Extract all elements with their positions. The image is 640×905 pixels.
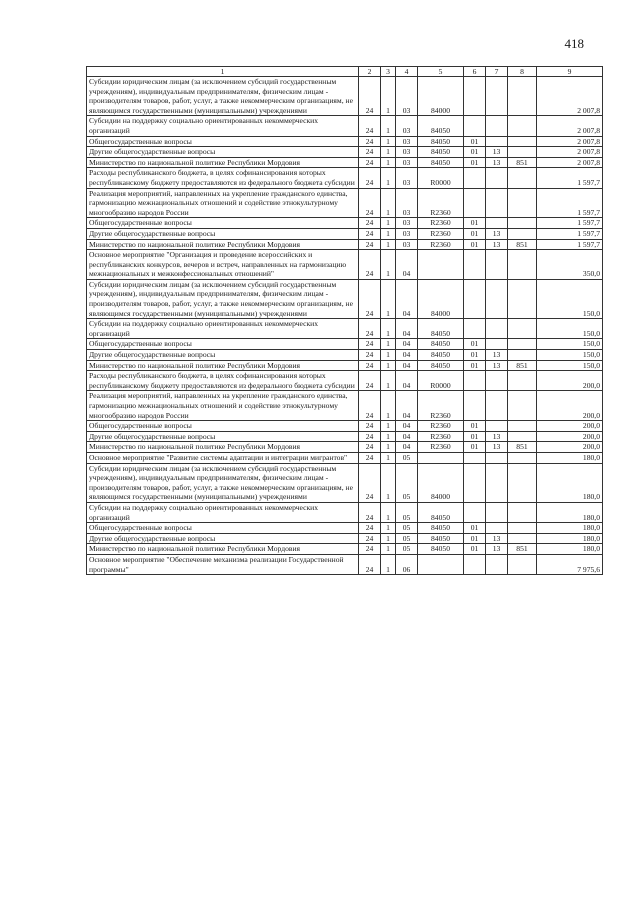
- code-cell: R2360: [418, 391, 464, 421]
- row-name-cell: Другие общегосударственные вопросы: [87, 228, 359, 239]
- code-cell: [486, 168, 508, 188]
- code-cell: 24: [359, 228, 381, 239]
- amount-cell: 180,0: [537, 533, 603, 544]
- code-cell: 84050: [418, 136, 464, 147]
- row-name-cell: Расходы республиканского бюджета, в целях софинансирования которых республиканскому бюджету предоставляются из федерального бюджета субсидии: [87, 168, 359, 188]
- row-name-cell: Министерство по национальной политике Республики Мордовия: [87, 239, 359, 250]
- amount-cell: 200,0: [537, 421, 603, 432]
- code-cell: 01: [464, 157, 486, 168]
- table-row: [87, 452, 603, 463]
- code-cell: 13: [486, 350, 508, 361]
- table-row: [87, 157, 603, 168]
- code-cell: 851: [508, 442, 537, 453]
- row-name-cell: Реализация мероприятий, направленных на укрепление гражданского единства, гармонизацию межнациональных отношений и содействие этнокультурному многообразию народов России: [87, 391, 359, 421]
- code-cell: [464, 279, 486, 318]
- row-name-cell: Расходы республиканского бюджета, в целях софинансирования которых республиканскому бюджету предоставляются из федерального бюджета субсидии: [87, 371, 359, 391]
- code-cell: [486, 339, 508, 350]
- row-name-cell: Общегосударственные вопросы: [87, 339, 359, 350]
- table-row: [87, 391, 603, 421]
- code-cell: [508, 188, 537, 218]
- code-cell: [464, 319, 486, 339]
- code-cell: 84050: [418, 523, 464, 534]
- amount-cell: 2 007,8: [537, 147, 603, 158]
- code-cell: 24: [359, 116, 381, 136]
- table-row: [87, 431, 603, 442]
- row-name-cell: Основное мероприятие "Обеспечение механизма реализации Государственной программы": [87, 554, 359, 574]
- code-cell: 1: [381, 554, 396, 574]
- amount-cell: 1 597,7: [537, 188, 603, 218]
- code-cell: [508, 168, 537, 188]
- code-cell: 851: [508, 544, 537, 555]
- row-name-cell: Другие общегосударственные вопросы: [87, 431, 359, 442]
- code-cell: [486, 463, 508, 502]
- table-row: [87, 502, 603, 522]
- code-cell: 24: [359, 279, 381, 318]
- code-cell: 24: [359, 77, 381, 116]
- row-name-cell: Другие общегосударственные вопросы: [87, 350, 359, 361]
- code-cell: 13: [486, 431, 508, 442]
- code-cell: 84050: [418, 157, 464, 168]
- code-cell: 84000: [418, 463, 464, 502]
- code-cell: 84050: [418, 533, 464, 544]
- row-name-cell: Общегосударственные вопросы: [87, 523, 359, 534]
- code-cell: 851: [508, 157, 537, 168]
- code-cell: 13: [486, 442, 508, 453]
- amount-cell: 180,0: [537, 463, 603, 502]
- code-cell: 24: [359, 168, 381, 188]
- code-cell: 01: [464, 533, 486, 544]
- code-cell: 03: [396, 116, 418, 136]
- table-row: [87, 279, 603, 318]
- table-row: [87, 250, 603, 280]
- table-row: [87, 136, 603, 147]
- row-name-cell: Министерство по национальной политике Республики Мордовия: [87, 360, 359, 371]
- code-cell: 04: [396, 391, 418, 421]
- code-cell: 1: [381, 463, 396, 502]
- code-cell: 24: [359, 502, 381, 522]
- code-cell: 01: [464, 431, 486, 442]
- code-cell: [486, 371, 508, 391]
- code-cell: 24: [359, 463, 381, 502]
- code-cell: 851: [508, 360, 537, 371]
- table-row: [87, 239, 603, 250]
- table-row: [87, 523, 603, 534]
- code-cell: [508, 391, 537, 421]
- code-cell: 01: [464, 442, 486, 453]
- code-cell: 24: [359, 360, 381, 371]
- code-cell: 24: [359, 421, 381, 432]
- code-cell: 1: [381, 250, 396, 280]
- code-cell: 1: [381, 339, 396, 350]
- amount-cell: 200,0: [537, 431, 603, 442]
- amount-cell: 350,0: [537, 250, 603, 280]
- table-row: [87, 533, 603, 544]
- row-name-cell: Субсидии юридическим лицам (за исключением субсидий государственным учреждениям), индивидуальным предпринимателям, физическим лицам - производителям товаров, работ, услуг, а также некоммерческим организациям, не являющимся государственными (муниципальными) учреждениями: [87, 463, 359, 502]
- code-cell: R2360: [418, 431, 464, 442]
- row-name-cell: Основное мероприятие "Развитие системы адаптации и интеграции мигрантов": [87, 452, 359, 463]
- code-cell: 05: [396, 463, 418, 502]
- amount-cell: 1 597,7: [537, 218, 603, 229]
- amount-cell: 180,0: [537, 452, 603, 463]
- table-row: [87, 554, 603, 574]
- code-cell: 1: [381, 360, 396, 371]
- row-name-cell: Субсидии на поддержку социально ориентированных некоммерческих организаций: [87, 502, 359, 522]
- table-row: [87, 116, 603, 136]
- code-cell: R0000: [418, 371, 464, 391]
- amount-cell: 200,0: [537, 442, 603, 453]
- code-cell: 03: [396, 136, 418, 147]
- code-cell: 04: [396, 431, 418, 442]
- code-cell: 24: [359, 442, 381, 453]
- code-cell: 03: [396, 239, 418, 250]
- amount-cell: 2 007,8: [537, 116, 603, 136]
- code-cell: 1: [381, 116, 396, 136]
- code-cell: [464, 188, 486, 218]
- code-cell: [508, 502, 537, 522]
- code-cell: [508, 421, 537, 432]
- code-cell: 1: [381, 168, 396, 188]
- table-row: [87, 442, 603, 453]
- code-cell: 13: [486, 533, 508, 544]
- code-cell: [508, 228, 537, 239]
- code-cell: [464, 116, 486, 136]
- table-row: [87, 147, 603, 158]
- code-cell: 1: [381, 391, 396, 421]
- code-cell: 1: [381, 421, 396, 432]
- code-cell: 84050: [418, 147, 464, 158]
- code-cell: 1: [381, 136, 396, 147]
- code-cell: [508, 116, 537, 136]
- amount-cell: 1 597,7: [537, 239, 603, 250]
- table-row: [87, 339, 603, 350]
- code-cell: [486, 523, 508, 534]
- amount-cell: 1 597,7: [537, 228, 603, 239]
- code-cell: [486, 279, 508, 318]
- code-cell: [508, 279, 537, 318]
- code-cell: 24: [359, 533, 381, 544]
- code-cell: 24: [359, 250, 381, 280]
- code-cell: R2360: [418, 228, 464, 239]
- code-cell: 01: [464, 136, 486, 147]
- table-row: [87, 168, 603, 188]
- code-cell: 01: [464, 339, 486, 350]
- code-cell: [464, 391, 486, 421]
- code-cell: [486, 77, 508, 116]
- header-cell: 6: [464, 67, 486, 77]
- code-cell: [508, 523, 537, 534]
- code-cell: [508, 452, 537, 463]
- amount-cell: 150,0: [537, 319, 603, 339]
- code-cell: 84050: [418, 116, 464, 136]
- code-cell: 01: [464, 523, 486, 534]
- code-cell: 05: [396, 502, 418, 522]
- code-cell: 05: [396, 533, 418, 544]
- code-cell: [464, 168, 486, 188]
- code-cell: 851: [508, 239, 537, 250]
- row-name-cell: Общегосударственные вопросы: [87, 136, 359, 147]
- code-cell: R2360: [418, 188, 464, 218]
- code-cell: 13: [486, 239, 508, 250]
- amount-cell: 1 597,7: [537, 168, 603, 188]
- header-cell: 8: [508, 67, 537, 77]
- code-cell: [508, 77, 537, 116]
- code-cell: 24: [359, 239, 381, 250]
- code-cell: 01: [464, 239, 486, 250]
- code-cell: 01: [464, 421, 486, 432]
- code-cell: 84050: [418, 339, 464, 350]
- code-cell: 03: [396, 157, 418, 168]
- row-name-cell: Другие общегосударственные вопросы: [87, 147, 359, 158]
- code-cell: 01: [464, 360, 486, 371]
- code-cell: 24: [359, 339, 381, 350]
- table-row: [87, 319, 603, 339]
- code-cell: 01: [464, 350, 486, 361]
- code-cell: [486, 218, 508, 229]
- code-cell: [508, 554, 537, 574]
- code-cell: 1: [381, 452, 396, 463]
- code-cell: 1: [381, 279, 396, 318]
- code-cell: 1: [381, 319, 396, 339]
- header-cell: 1: [87, 67, 359, 77]
- code-cell: 13: [486, 157, 508, 168]
- budget-table: [86, 66, 603, 575]
- code-cell: [486, 116, 508, 136]
- code-cell: 04: [396, 421, 418, 432]
- code-cell: 24: [359, 319, 381, 339]
- table-row: [87, 228, 603, 239]
- code-cell: 1: [381, 544, 396, 555]
- code-cell: 03: [396, 228, 418, 239]
- code-cell: R0000: [418, 168, 464, 188]
- code-cell: 04: [396, 250, 418, 280]
- code-cell: [464, 554, 486, 574]
- code-cell: [418, 250, 464, 280]
- header-cell: 7: [486, 67, 508, 77]
- code-cell: [486, 502, 508, 522]
- code-cell: 03: [396, 168, 418, 188]
- header-cell: 2: [359, 67, 381, 77]
- code-cell: 05: [396, 544, 418, 555]
- row-name-cell: Министерство по национальной политике Республики Мордовия: [87, 157, 359, 168]
- code-cell: [508, 218, 537, 229]
- code-cell: 1: [381, 147, 396, 158]
- row-name-cell: Реализация мероприятий, направленных на укрепление гражданского единства, гармонизацию межнациональных отношений и содействие этнокультурному многообразию народов России: [87, 188, 359, 218]
- code-cell: 84000: [418, 77, 464, 116]
- code-cell: 04: [396, 442, 418, 453]
- amount-cell: 2 007,8: [537, 77, 603, 116]
- code-cell: [486, 188, 508, 218]
- code-cell: 84050: [418, 502, 464, 522]
- code-cell: 03: [396, 77, 418, 116]
- code-cell: 1: [381, 533, 396, 544]
- amount-cell: 180,0: [537, 544, 603, 555]
- code-cell: 1: [381, 228, 396, 239]
- code-cell: [508, 350, 537, 361]
- code-cell: [464, 502, 486, 522]
- row-name-cell: Министерство по национальной политике Республики Мордовия: [87, 442, 359, 453]
- header-cell: 3: [381, 67, 396, 77]
- code-cell: [486, 250, 508, 280]
- code-cell: 1: [381, 371, 396, 391]
- code-cell: [508, 250, 537, 280]
- code-cell: [486, 554, 508, 574]
- code-cell: 13: [486, 544, 508, 555]
- amount-cell: 2 007,8: [537, 157, 603, 168]
- code-cell: 1: [381, 442, 396, 453]
- table-row: [87, 544, 603, 555]
- code-cell: 1: [381, 188, 396, 218]
- code-cell: [508, 147, 537, 158]
- amount-cell: 2 007,8: [537, 136, 603, 147]
- row-name-cell: Субсидии юридическим лицам (за исключением субсидий государственным учреждениям), индивидуальным предпринимателям, физическим лицам - производителям товаров, работ, услуг, а также некоммерческим организациям, не являющимся государственными (муниципальными) учреждениями: [87, 279, 359, 318]
- code-cell: 1: [381, 431, 396, 442]
- table-row: [87, 371, 603, 391]
- code-cell: 24: [359, 157, 381, 168]
- table-row: [87, 218, 603, 229]
- code-cell: 24: [359, 431, 381, 442]
- amount-cell: 150,0: [537, 279, 603, 318]
- amount-cell: 200,0: [537, 391, 603, 421]
- row-name-cell: Министерство по национальной политике Республики Мордовия: [87, 544, 359, 555]
- code-cell: 13: [486, 360, 508, 371]
- code-cell: R2360: [418, 218, 464, 229]
- header-row: [87, 67, 603, 77]
- code-cell: 03: [396, 188, 418, 218]
- code-cell: 06: [396, 554, 418, 574]
- code-cell: 04: [396, 279, 418, 318]
- page-number: 418: [564, 36, 584, 51]
- code-cell: 1: [381, 350, 396, 361]
- table-row: [87, 77, 603, 116]
- row-name-cell: Субсидии на поддержку социально ориентированных некоммерческих организаций: [87, 319, 359, 339]
- amount-cell: 180,0: [537, 523, 603, 534]
- amount-cell: 150,0: [537, 339, 603, 350]
- code-cell: 04: [396, 319, 418, 339]
- code-cell: 1: [381, 218, 396, 229]
- code-cell: 84000: [418, 279, 464, 318]
- code-cell: 01: [464, 218, 486, 229]
- code-cell: 1: [381, 157, 396, 168]
- code-cell: [486, 421, 508, 432]
- code-cell: 04: [396, 360, 418, 371]
- code-cell: 13: [486, 147, 508, 158]
- table-row: [87, 360, 603, 371]
- code-cell: 05: [396, 452, 418, 463]
- code-cell: 1: [381, 502, 396, 522]
- amount-cell: 150,0: [537, 360, 603, 371]
- header-cell: 5: [418, 67, 464, 77]
- code-cell: 03: [396, 147, 418, 158]
- code-cell: 24: [359, 452, 381, 463]
- table-row: [87, 188, 603, 218]
- table-row: [87, 421, 603, 432]
- code-cell: [508, 533, 537, 544]
- code-cell: [486, 452, 508, 463]
- code-cell: [418, 452, 464, 463]
- code-cell: 03: [396, 218, 418, 229]
- row-name-cell: Основное мероприятие "Организация и проведение всероссийских и республиканских конкурсов, вечеров и встреч, направленных на гармонизацию межнациональных и межконфессиональных отношений": [87, 250, 359, 280]
- code-cell: R2360: [418, 239, 464, 250]
- code-cell: [486, 319, 508, 339]
- row-name-cell: Другие общегосударственные вопросы: [87, 533, 359, 544]
- code-cell: 24: [359, 350, 381, 361]
- code-cell: 24: [359, 188, 381, 218]
- code-cell: 04: [396, 371, 418, 391]
- code-cell: [464, 77, 486, 116]
- code-cell: 04: [396, 350, 418, 361]
- code-cell: [464, 250, 486, 280]
- code-cell: 24: [359, 391, 381, 421]
- amount-cell: 150,0: [537, 350, 603, 361]
- code-cell: [486, 136, 508, 147]
- code-cell: [508, 136, 537, 147]
- code-cell: 04: [396, 339, 418, 350]
- code-cell: 84050: [418, 319, 464, 339]
- table-row: [87, 350, 603, 361]
- code-cell: R2360: [418, 442, 464, 453]
- code-cell: 24: [359, 218, 381, 229]
- code-cell: [464, 371, 486, 391]
- code-cell: 13: [486, 228, 508, 239]
- code-cell: 01: [464, 147, 486, 158]
- code-cell: 05: [396, 523, 418, 534]
- amount-cell: 200,0: [537, 371, 603, 391]
- code-cell: 84050: [418, 350, 464, 361]
- code-cell: 24: [359, 147, 381, 158]
- code-cell: 24: [359, 136, 381, 147]
- code-cell: 24: [359, 371, 381, 391]
- code-cell: [464, 452, 486, 463]
- code-cell: 1: [381, 239, 396, 250]
- code-cell: 01: [464, 544, 486, 555]
- code-cell: 24: [359, 523, 381, 534]
- table-row: [87, 463, 603, 502]
- code-cell: [418, 554, 464, 574]
- code-cell: 01: [464, 228, 486, 239]
- amount-cell: 7 975,6: [537, 554, 603, 574]
- code-cell: 1: [381, 523, 396, 534]
- header-cell: 4: [396, 67, 418, 77]
- header-cell: 9: [537, 67, 603, 77]
- code-cell: R2360: [418, 421, 464, 432]
- row-name-cell: Субсидии юридическим лицам (за исключением субсидий государственным учреждениям), индивидуальным предпринимателям, физическим лицам - производителям товаров, работ, услуг, а также некоммерческим организациям, не являющимся государственными (муниципальными) учреждениями: [87, 77, 359, 116]
- row-name-cell: Общегосударственные вопросы: [87, 421, 359, 432]
- code-cell: [464, 463, 486, 502]
- code-cell: 24: [359, 544, 381, 555]
- code-cell: [508, 339, 537, 350]
- code-cell: [508, 463, 537, 502]
- amount-cell: 180,0: [537, 502, 603, 522]
- row-name-cell: Общегосударственные вопросы: [87, 218, 359, 229]
- code-cell: [508, 319, 537, 339]
- code-cell: [486, 391, 508, 421]
- code-cell: 84050: [418, 544, 464, 555]
- code-cell: 24: [359, 554, 381, 574]
- code-cell: 84050: [418, 360, 464, 371]
- code-cell: [508, 431, 537, 442]
- code-cell: 1: [381, 77, 396, 116]
- code-cell: [508, 371, 537, 391]
- row-name-cell: Субсидии на поддержку социально ориентированных некоммерческих организаций: [87, 116, 359, 136]
